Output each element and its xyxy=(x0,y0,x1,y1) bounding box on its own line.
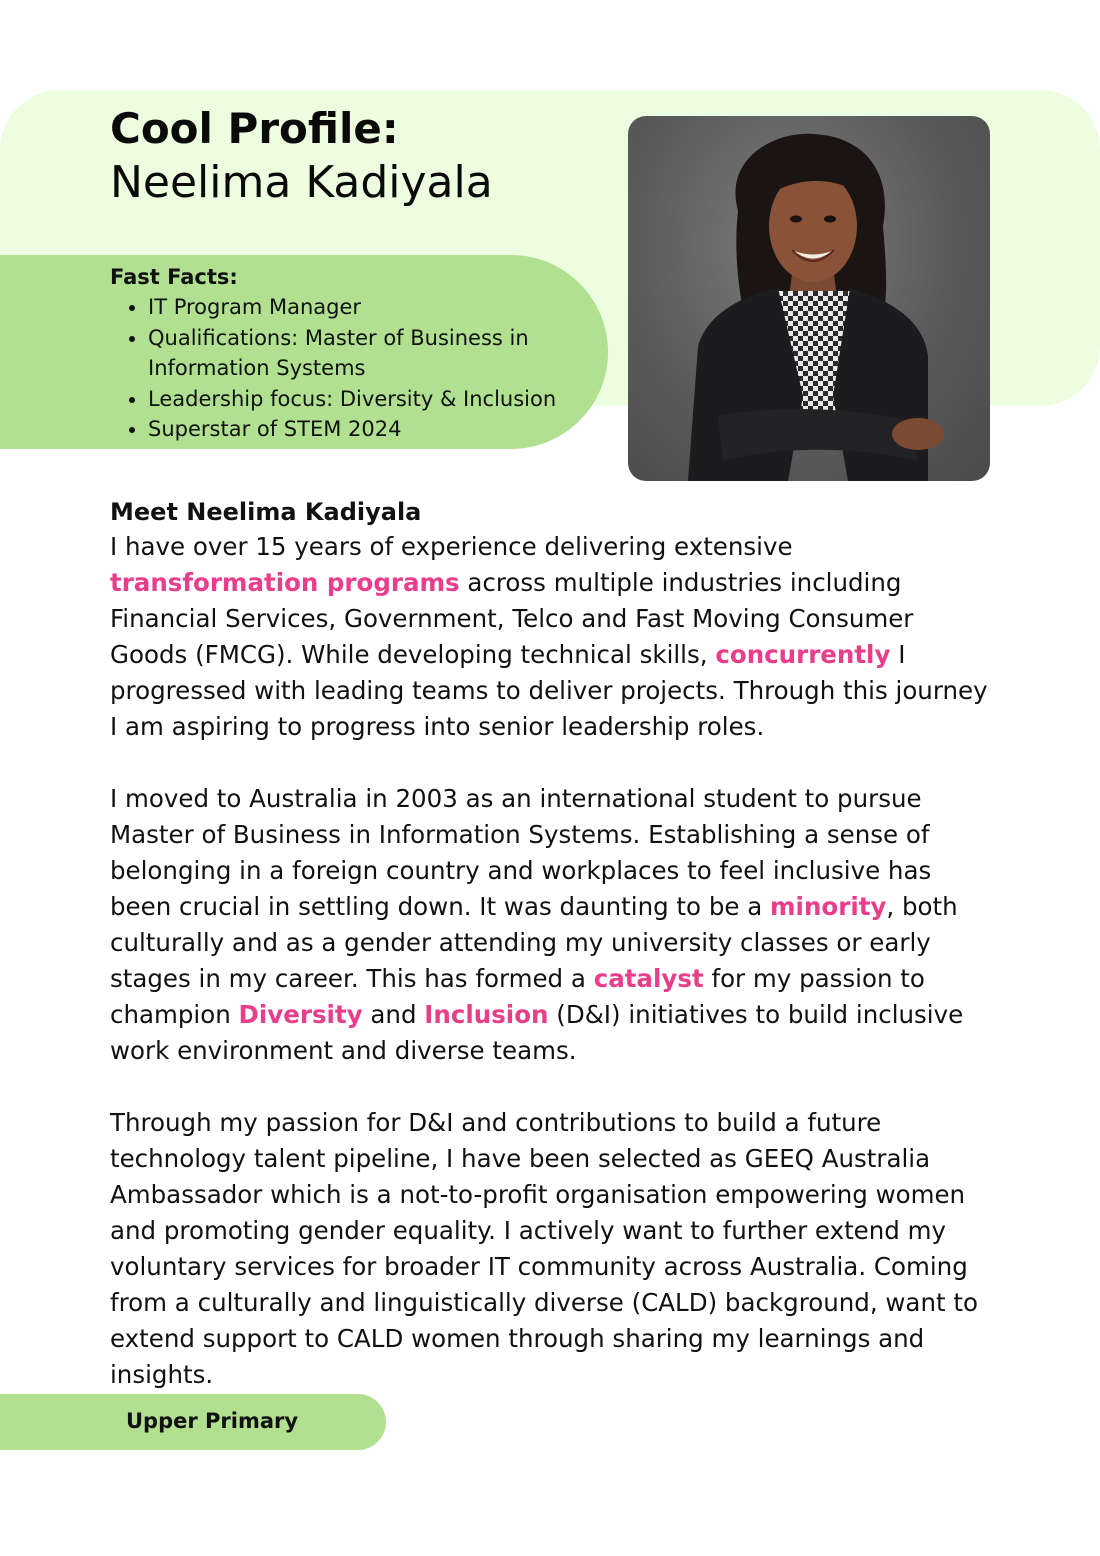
highlight-text: Inclusion xyxy=(424,1000,549,1029)
text-span: (D&I) initiatives to build inclusive work environment and diverse teams. xyxy=(110,1000,964,1065)
section-heading: Meet Neelima Kadiyala xyxy=(110,498,422,526)
fact-item: • Leadership focus: Diversity & Inclusion xyxy=(148,384,610,415)
profile-body xyxy=(110,495,990,1429)
paragraph-3: Through my passion for D&I and contributions to build a future technology talent pipeline, I have been selected as GEEQ Australia Ambassador which is a not-to-profit organisation empowering women and promoting gender equality. I actively want to further extend my voluntary services for broader IT community across Australia. Coming from a culturally and linguistically diverse (CALD) background, want to extend support to CALD women through sharing my learnings and insights. xyxy=(110,1108,978,1389)
portrait-photo xyxy=(628,116,990,481)
profile-title: Cool Profile: xyxy=(110,104,399,153)
level-label: Upper Primary xyxy=(126,1409,299,1433)
text-span: I moved to Australia in 2003 as an international student to pursue Master of Business in Information Systems. Establishing a sense of belonging in a foreign country and workplaces to feel inclusive has been crucial in settling down. It was daunting to be a xyxy=(110,784,932,921)
paragraph-2 xyxy=(110,781,990,1069)
text-span: for my passion to champion xyxy=(110,964,925,1029)
text-span: I have over 15 years of experience delivering extensive xyxy=(110,532,793,561)
highlight-text: concurrently xyxy=(715,640,891,669)
fast-facts-list xyxy=(110,292,610,445)
fact-item: • IT Program Manager xyxy=(148,292,610,323)
highlight-text: Diversity xyxy=(238,1000,363,1029)
fact-item: • Superstar of STEM 2024 xyxy=(148,414,610,445)
text-span: , both culturally and as a gender attending my university classes or early stages in my career. This has formed a xyxy=(110,892,958,993)
fact-item: • Qualifications: Master of Business in Information Systems xyxy=(148,323,610,384)
fast-facts xyxy=(110,262,610,445)
profile-name: Neelima Kadiyala xyxy=(110,157,493,208)
highlight-text: catalyst xyxy=(593,964,704,993)
portrait-illustration xyxy=(628,116,990,481)
text-span: I progressed with leading teams to deliver projects. Through this journey I am aspiring to progress into senior leadership roles. xyxy=(110,640,988,741)
page-title xyxy=(110,102,610,210)
highlight-text: minority xyxy=(770,892,887,921)
text-span: across multiple industries including Financial Services, Government, Telco and Fast Moving Consumer Goods (FMCG). While developing technical skills, xyxy=(110,568,914,669)
text-span: and xyxy=(362,1000,425,1029)
paragraph-1 xyxy=(110,529,990,745)
highlight-text: transformation programs xyxy=(110,568,460,597)
fast-facts-title: Fast Facts: xyxy=(110,265,238,289)
